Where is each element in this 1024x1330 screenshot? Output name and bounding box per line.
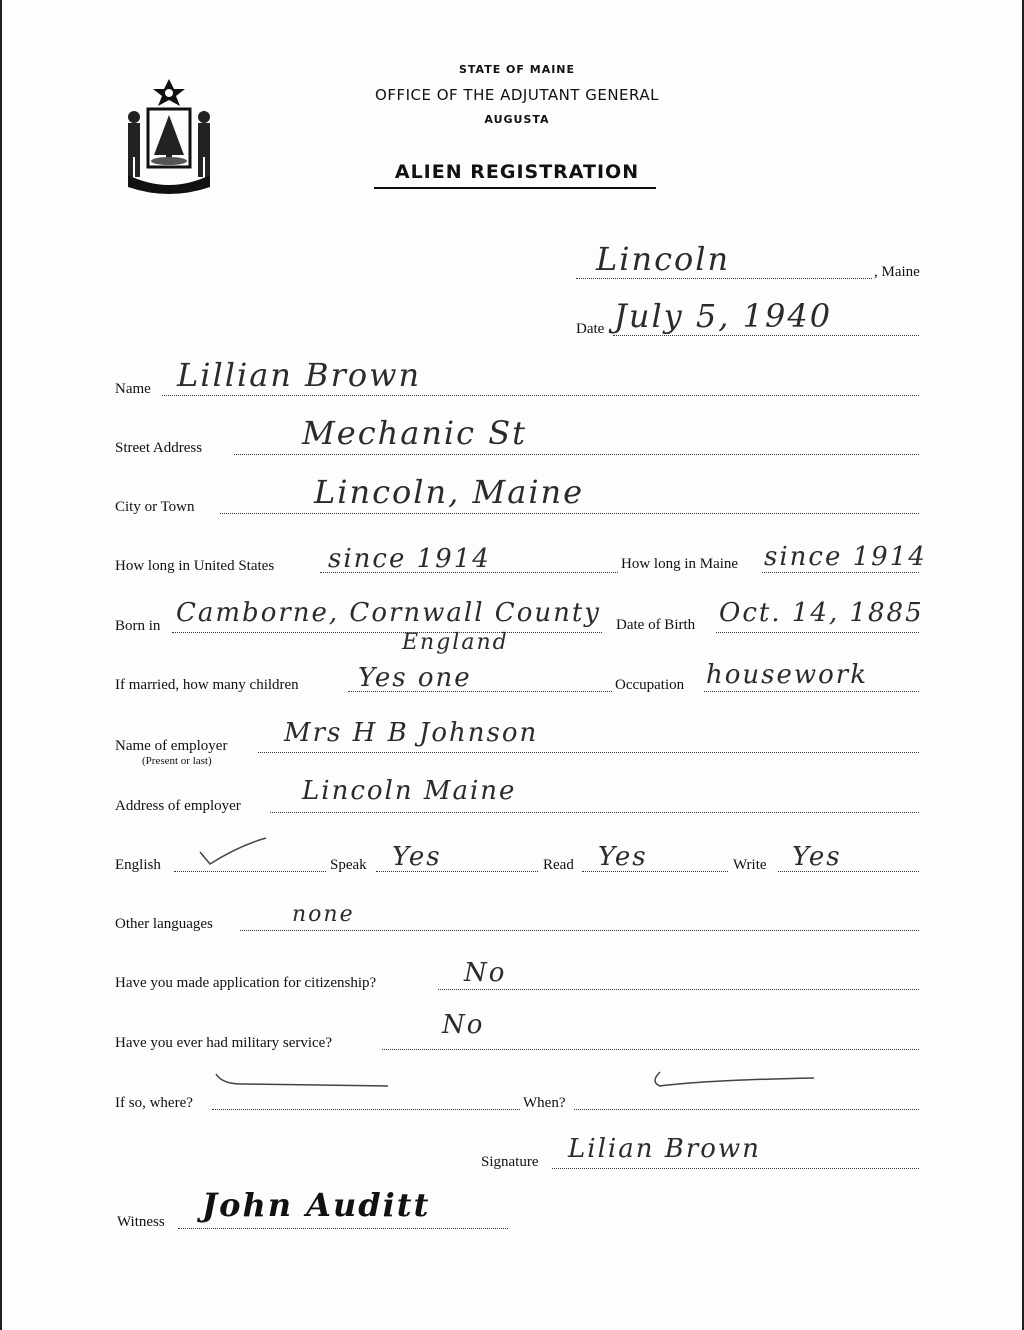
where-dash-mark-icon [212,1070,392,1090]
title-underline [374,187,656,189]
citizenship-line [438,987,919,990]
town-value: Lincoln [596,240,731,278]
name-value: Lillian Brown [177,356,422,394]
date-of-birth-value: Oct. 14, 1885 [719,598,924,628]
if-so-where-label: If so, where? [115,1095,193,1111]
witness-signature: John Auditt [202,1186,431,1224]
employer-address-value: Lincoln Maine [302,776,517,806]
speak-label: Speak [330,857,367,873]
date-of-birth-label: Date of Birth [616,617,696,633]
header-office: OFFICE OF THE ADJUTANT GENERAL [375,86,659,104]
born-in-label: Born in [115,618,161,634]
street-address-line [234,452,919,455]
header-city: AUGUSTA [484,113,550,126]
header-state: STATE OF MAINE [458,63,576,76]
employer-name-label: Name of employer [115,738,228,754]
occupation-value: housework [706,660,868,690]
street-address-value: Mechanic St [302,414,528,452]
military-label: Have you ever had military service? [115,1035,332,1051]
children-value: Yes one [358,663,472,693]
write-label: Write [733,857,767,873]
employer-name-value: Mrs H B Johnson [284,718,539,748]
children-label: If married, how many children [115,677,299,693]
how-long-us-value: since 1914 [328,544,491,574]
date-label: Date [576,321,605,337]
when-label: When? [523,1095,566,1111]
read-value: Yes [598,842,648,872]
street-address-label: Street Address [115,440,203,456]
occupation-label: Occupation [615,677,685,693]
how-long-maine-label: How long in Maine [621,556,739,572]
signature-value: Lilian Brown [568,1134,761,1164]
when-line [574,1107,919,1110]
employer-name-line [258,750,919,753]
born-in-value: Camborne, Cornwall County [176,598,601,628]
employer-address-line [270,810,919,813]
citizenship-label: Have you made application for citizenship? [115,975,377,991]
born-in-value-line2: England [402,630,509,655]
if-so-where-line [212,1107,520,1110]
citizenship-value: No [464,958,507,988]
other-languages-label: Other languages [115,916,213,932]
born-in-line [172,630,602,633]
maine-suffix: , Maine [874,264,920,280]
employer-note: (Present or last) [142,755,212,767]
write-value: Yes [792,842,842,872]
speak-value: Yes [392,842,442,872]
military-value: No [442,1010,485,1040]
city-line [220,511,919,514]
city-label: City or Town [115,499,195,515]
military-line [382,1047,919,1050]
signature-line [552,1166,919,1169]
signature-label: Signature [481,1154,539,1170]
date-value: July 5, 1940 [614,297,833,335]
how-long-maine-value: since 1914 [764,542,927,572]
when-dash-mark-icon [648,1068,818,1092]
form-title: ALIEN REGISTRATION [394,161,640,183]
date-of-birth-line [716,630,919,633]
english-label: English [115,857,161,873]
english-checkmark-icon [198,836,268,866]
employer-address-label: Address of employer [115,798,241,814]
how-long-us-label: How long in United States [115,558,275,574]
other-languages-line [240,928,919,931]
other-languages-value: none [292,902,355,927]
read-label: Read [543,857,574,873]
witness-line [178,1226,508,1229]
city-value: Lincoln, Maine [314,473,585,511]
english-line [174,869,326,872]
witness-label: Witness [117,1214,165,1230]
name-label: Name [115,381,151,397]
